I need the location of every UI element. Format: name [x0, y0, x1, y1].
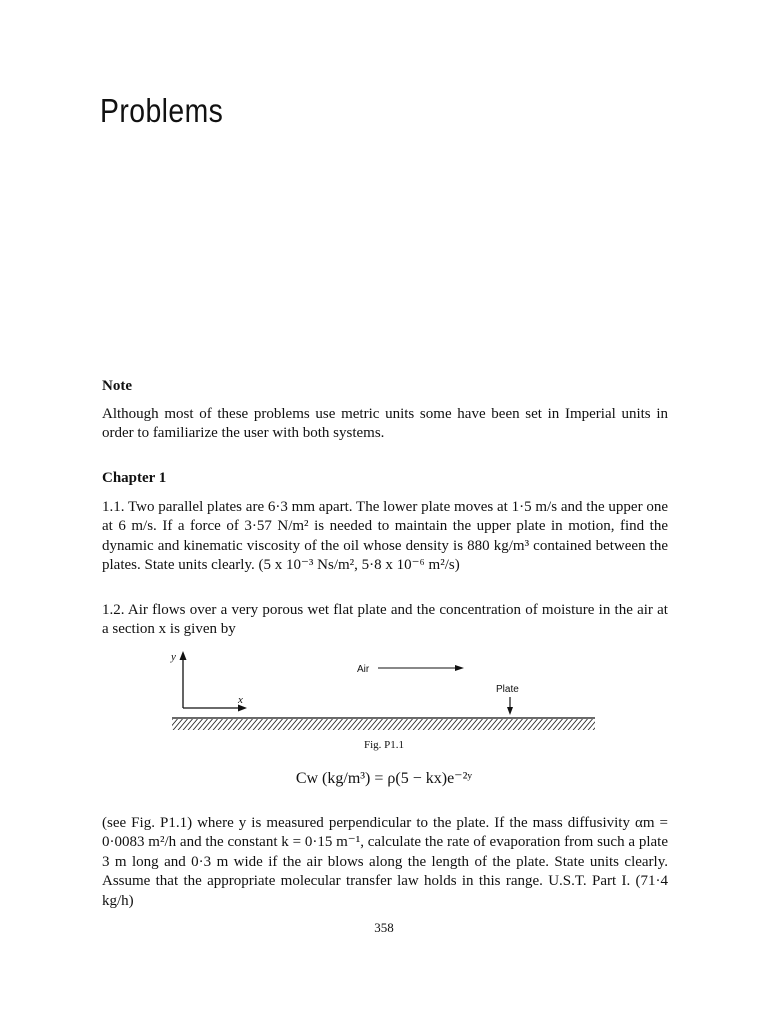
- figure-caption: Fig. P1.1: [363, 739, 405, 751]
- air-flow-arrow-icon: [455, 665, 464, 671]
- note-text: Although most of these problems use metric units some have been set in Imperial units in order to familiarize the user with both systems.: [102, 406, 668, 442]
- y-axis-arrow-icon: [180, 651, 187, 660]
- chapter-heading: Chapter 1: [102, 470, 167, 486]
- problem-number: 1.1.: [102, 499, 125, 515]
- plate-label: Plate: [496, 684, 519, 695]
- y-axis-label: y: [171, 651, 176, 663]
- x-axis-label: x: [238, 694, 243, 706]
- problem-1-2-continuation: [102, 814, 668, 911]
- continuation-answer: (71·4 kg/h): [102, 873, 669, 909]
- problem-1-1: [102, 498, 668, 576]
- problem-text: Two parallel plates are 6·3 mm apart. The lower plate moves at 1·5 m/s and the upper one at 6 m/s. If a force of 3·57 N/m² is needed to maintain the upper plate in motion, find the dynamic and kinematic viscosity of the oil whose density is 880 kg/m³ contained between the plates. State units clearly.: [102, 499, 669, 574]
- continuation-text: (see Fig. P1.1) where y is measured perpendicular to the plate. If the mass diffusivity αm = 0·0083 m²/h and the constant k = 0·15 m⁻¹, calculate the rate of evaporation from such a plate 3 m long and 0·3 m wide if the air blows along the length of the plate. State units clearly. Assume that the appropriate molecular transfer law holds in this range. U.S.T. Part I.: [102, 815, 668, 890]
- note-heading: Note: [102, 378, 132, 394]
- air-label: Air: [357, 664, 370, 675]
- plate-pointer-arrow-icon: [507, 707, 513, 715]
- problem-text: Air flows over a very porous wet flat plate and the concentration of moisture in the air at a section x is given by: [102, 602, 668, 638]
- problem-number: 1.2.: [102, 602, 125, 618]
- problem-1-2: [102, 601, 668, 640]
- plate-hatching: [172, 719, 595, 730]
- concentration-formula: Cw (kg/m³) = ρ(5 − kx)e⁻²ʸ: [295, 770, 473, 787]
- problem-answer: (5 x 10⁻³ Ns/m², 5·8 x 10⁻⁶ m²/s): [258, 557, 460, 574]
- page-number: 358: [374, 920, 394, 935]
- figure-p1-1: [0, 648, 768, 758]
- page-title: Problems: [100, 92, 224, 129]
